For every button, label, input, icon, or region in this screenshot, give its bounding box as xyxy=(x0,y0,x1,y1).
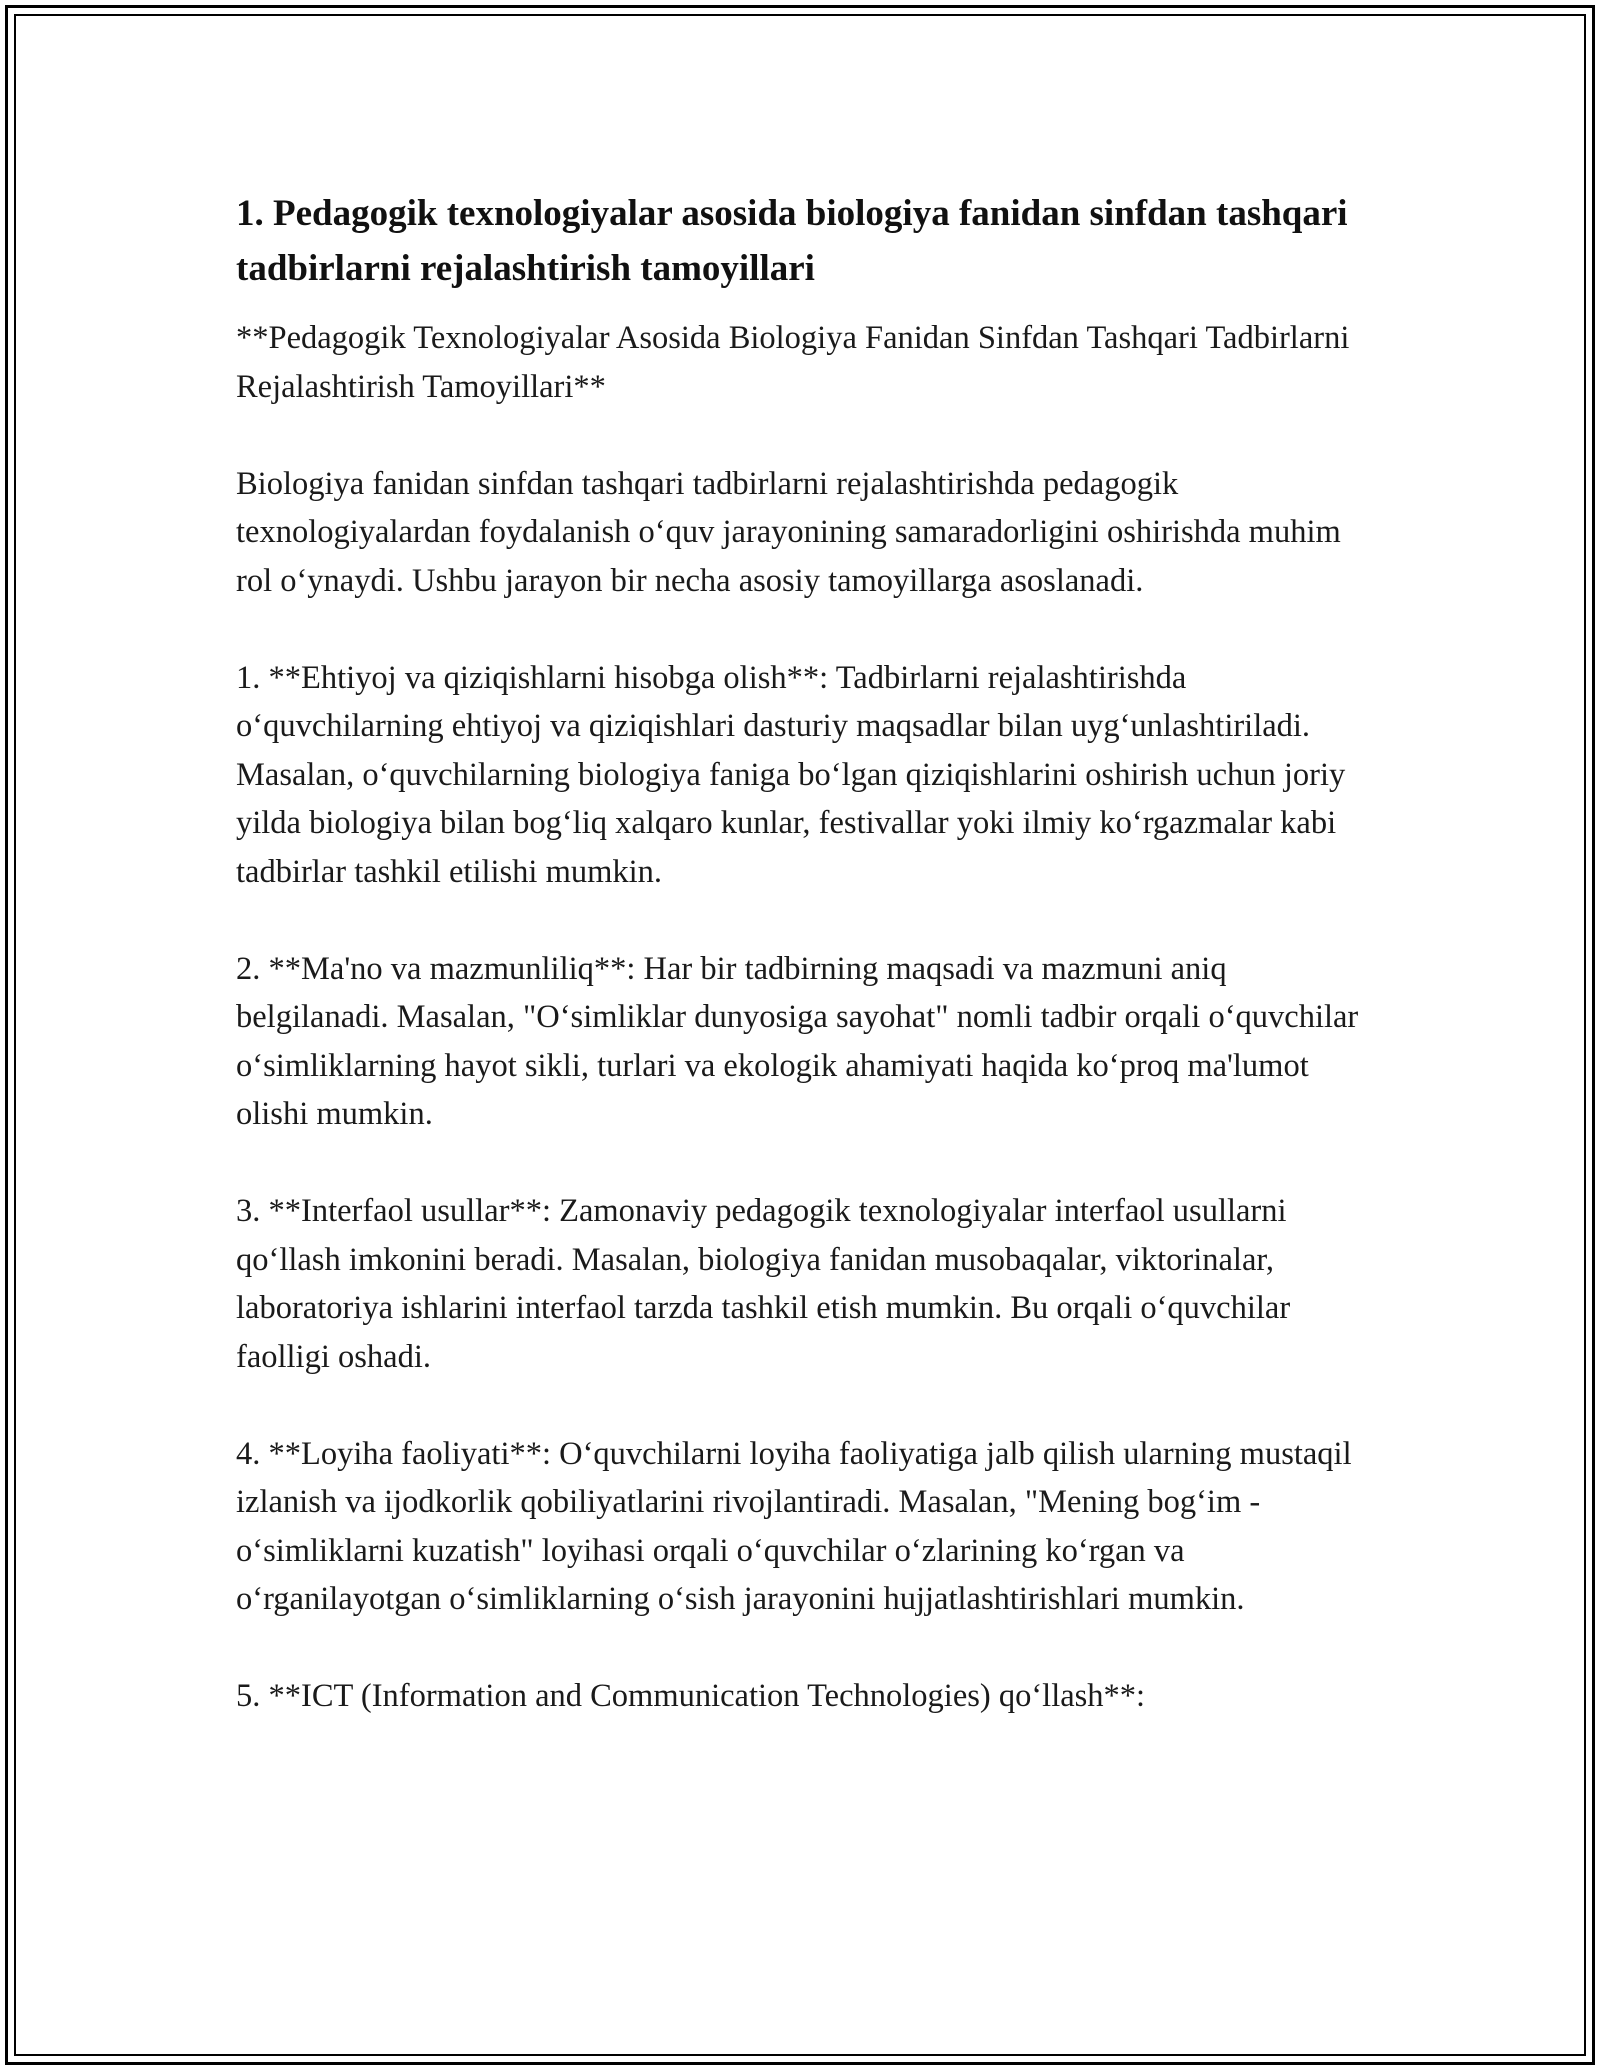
principle-item-2: 2. **Ma'no va mazmunliliq**: Har bir tadbirning maqsadi va mazmuni aniq belgilanadi. Masalan, "Oʻsimliklar dunyosiga sayohat" nomli tadbir orqali oʻquvchilar oʻsimliklarning hayot sikli, turlari va ekologik ahamiyati haqida koʻproq ma'lumot olishi mumkin. xyxy=(236,950,1359,1132)
intro-paragraph: Biologiya fanidan sinfdan tashqari tadbirlarni rejalashtirishda pedagogik texnologiyalardan foydalanish oʻquv jarayonining samaradorligini oshirishda muhim rol oʻynaydi. Ushbu jarayon bir necha asosiy tamoyillarga asoslanadi. xyxy=(236,465,1341,599)
principle-item-3: 3. **Interfaol usullar**: Zamonaviy pedagogik texnologiyalar interfaol usullarni qoʻllash imkonini beradi. Masalan, biologiya fanidan musobaqalar, viktorinalar, laboratoriya ishlarini interfaol tarzda tashkil etish mumkin. Bu orqali oʻquvchilar faolligi oshadi. xyxy=(236,1193,1291,1375)
principle-item-5: 5. **ICT (Information and Communication Technologies) qoʻllash**: xyxy=(236,1678,1146,1714)
principle-item-1: 1. **Ehtiyoj va qiziqishlarni hisobga olish**: Tadbirlarni rejalashtirishda oʻquvchilarning ehtiyoj va qiziqishlari dasturiy maqsadlar bilan uygʻunlashtiriladi. Masalan, oʻquvchilarning biologiya faniga boʻlgan qiziqishlarini oshirish uchun joriy yilda biologiya bilan bogʻliq xalqaro kunlar, festivallar yoki ilmiy koʻrgazmalar kabi tadbirlar tashkil etilishi mumkin. xyxy=(236,659,1346,890)
principle-item-4: 4. **Loyiha faoliyati**: Oʻquvchilarni loyiha faoliyatiga jalb qilish ularning mustaqil izlanish va ijodkorlik qobiliyatlarini rivojlantiradi. Masalan, "Mening bogʻim - oʻsimliklarni kuzatish" loyihasi orqali oʻquvchilar oʻzlarining koʻrgan va oʻrganilayotgan oʻsimliklarning oʻsish jarayonini hujjatlashtirishlari mumkin. xyxy=(236,1435,1352,1617)
document-body xyxy=(236,186,1376,1721)
document-subtitle: **Pedagogik Texnologiyalar Asosida Biologiya Fanidan Sinfdan Tashqari Tadbirlarni Rejalashtirish Tamoyillari** xyxy=(236,320,1350,405)
document-heading: 1. Pedagogik texnologiyalar asosida biologiya fanidan sinfdan tashqari tadbirlarni rejalashtirish tamoyillari xyxy=(236,193,1348,289)
